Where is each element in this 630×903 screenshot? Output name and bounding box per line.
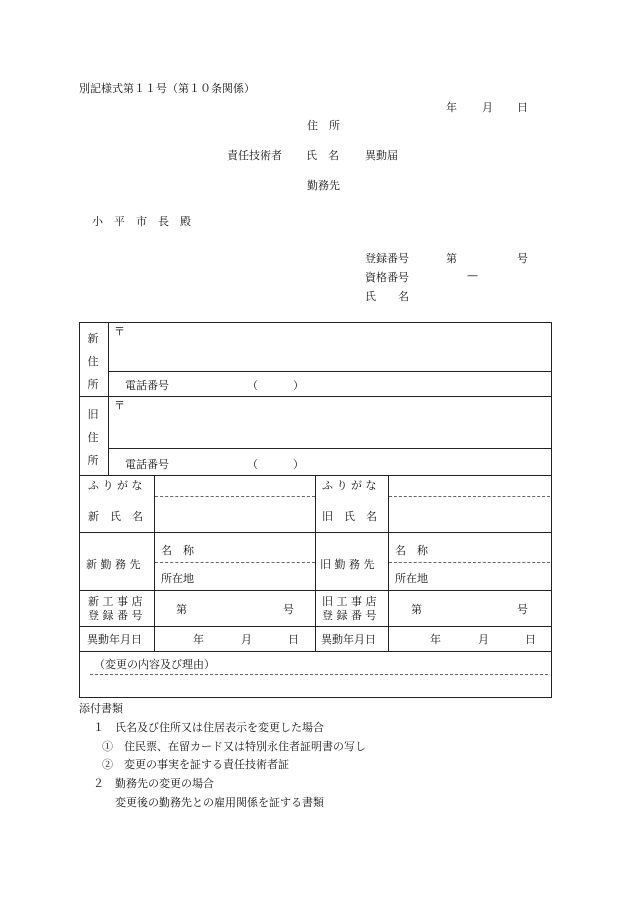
- old-workplace-location-label: 所在地: [395, 572, 428, 585]
- date-month-label: 月: [482, 101, 493, 114]
- new-shop-label-line1: 新 工 事 店: [88, 595, 143, 608]
- qualification-number-label: 資格番号: [365, 271, 409, 284]
- addressee: 小 平 市 長 殿: [92, 215, 191, 228]
- attachments-heading: 添付書類: [79, 702, 123, 715]
- new-shop-label-line2: 登 録 番 号: [88, 609, 143, 622]
- new-shop-go: 号: [283, 603, 294, 616]
- change-date-day-1: 日: [288, 633, 299, 646]
- new-workplace-label: 新 勤 務 先: [86, 558, 141, 571]
- new-phone-paren-close: ）: [293, 379, 304, 392]
- old-name-label: 旧 氏 名: [322, 510, 377, 523]
- change-date-label-2: 異動年月日: [321, 633, 376, 646]
- attachment-item-2: ２ 勤務先の変更の場合: [93, 777, 214, 790]
- new-workplace-name-label: 名 称: [161, 544, 194, 557]
- registration-number-dai: 第: [446, 252, 457, 265]
- old-phone-paren-open: （: [247, 458, 258, 471]
- signer-name-label: 氏 名: [365, 290, 409, 303]
- date-year-label: 年: [446, 101, 457, 114]
- qualification-number-dash: —: [467, 269, 478, 282]
- new-postal-mark: 〒: [114, 325, 125, 338]
- new-name-label: 新 氏 名: [88, 510, 143, 523]
- attachment-item-2-sub: 変更後の勤務先との雇用関係を証する書類: [115, 796, 324, 809]
- date-day-label: 日: [517, 101, 528, 114]
- header-address-label: 住 所: [307, 119, 340, 132]
- change-date-year-1: 年: [193, 633, 204, 646]
- old-shop-dai: 第: [411, 603, 422, 616]
- change-date-year-2: 年: [430, 633, 441, 646]
- change-date-month-2: 月: [478, 633, 489, 646]
- document-title: 異動届: [365, 149, 398, 162]
- attachment-item-1-sub-1: ① 住民票、在留カード又は特別永住者証明書の写し: [102, 740, 366, 753]
- new-address-label: 新 住 所: [87, 332, 99, 391]
- header-name-label: 氏 名: [306, 149, 339, 162]
- old-address-label: 旧 住 所: [87, 408, 99, 467]
- old-phone-label: 電話番号: [125, 458, 169, 471]
- new-shop-dai: 第: [176, 603, 187, 616]
- change-reason-label: （変更の内容及び理由）: [94, 658, 215, 671]
- new-furigana-label: ふ り が な: [88, 479, 143, 492]
- old-shop-label-line1: 旧 工 事 店: [322, 595, 377, 608]
- registration-number-go: 号: [517, 252, 528, 265]
- old-shop-label-line2: 登 録 番 号: [322, 609, 377, 622]
- old-postal-mark: 〒: [114, 399, 125, 412]
- new-phone-label: 電話番号: [125, 379, 169, 392]
- old-shop-go: 号: [517, 603, 528, 616]
- form-reference: 別記様式第１１号（第１０条関係）: [79, 82, 255, 95]
- old-phone-paren-close: ）: [293, 458, 304, 471]
- attachment-item-1-sub-2: ② 変更の事実を証する責任技術者証: [102, 758, 289, 771]
- attachment-item-1: １ 氏名及び住所又は住居表示を変更した場合: [93, 721, 324, 734]
- change-date-month-1: 月: [241, 633, 252, 646]
- new-phone-paren-open: （: [247, 379, 258, 392]
- old-workplace-label: 旧 勤 務 先: [320, 558, 375, 571]
- old-workplace-name-label: 名 称: [395, 544, 428, 557]
- header-role-label: 責任技術者: [227, 149, 282, 162]
- change-date-label: 異動年月日: [87, 633, 142, 646]
- old-furigana-label: ふ り が な: [322, 479, 377, 492]
- new-workplace-location-label: 所在地: [161, 572, 194, 585]
- change-date-day-2: 日: [525, 633, 536, 646]
- header-workplace-label: 勤務先: [307, 179, 340, 192]
- registration-number-label: 登録番号: [365, 252, 409, 265]
